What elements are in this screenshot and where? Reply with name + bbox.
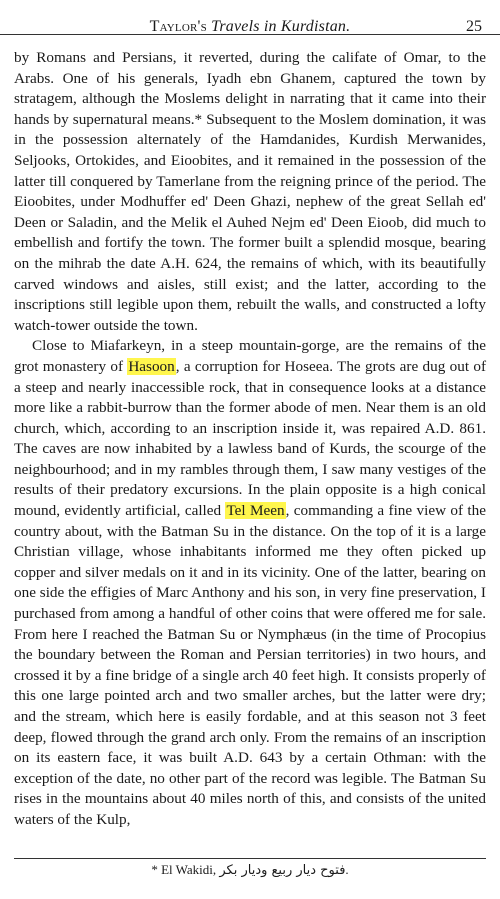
paragraph (14, 336, 486, 830)
footnote (0, 862, 500, 878)
footnote-end: . (345, 862, 349, 877)
running-head-title: Travels in Kurdistan. (211, 18, 351, 35)
running-head-author: Taylor's (149, 18, 207, 35)
footnote-marker: * El Wakidi, (151, 862, 217, 877)
paragraph (14, 48, 486, 336)
page-number: 25 (466, 18, 482, 35)
text-run: , commanding a fine view of the country about, with the Batman Su in the distance. On the top of it is a large Christian village, whose inhabitants informed me they often picked up copper and silver medals on it and in its vicinity. One of the latter, bearing on one side the effigies of Marc Anthony and his son, in very fine preservation, I purchased from among a handful of other coins that were offered me for sale. From here I reached the Batman Su or Nymphæus (in the time of Procopius the boundary between the Roman and Persian territories) in two hours, and crossed it by a fine bridge of a single arch 40 feet high. It consists properly of this one large pointed arch and two smaller arches, but the latter were dry; and the stream, which here is easily fordable, and at this season not 3 feet deep, flowed through the grand arch only. From the remains of an inscription on its eastern face, it was built A.D. 643 by a certain Othman: with the exception of the date, no other part of the record was legible. The Batman Su rises in the mountains about 40 miles north of this, and consists of the united waters of the Kulp, (14, 502, 486, 828)
body-text (14, 48, 486, 831)
header-rule (0, 34, 500, 35)
text-run: , a corruption for Hoseea. The grots are dug out of a steep and nearly inaccessible rock, that in consequence looks at a distance more like a rabbit-burrow than the former abode of men. Near them is an old church, which, according to an inscription inside it, was repaired A.D. 861. The caves are now inhabited by a lawless band of Kurds, the scourge of the neighbourhood; and in my rambles through them, I saw many vestiges of the results of their predatory excursions. In the plain opposite is a high conical mound, evidently artificial, called (14, 357, 487, 520)
text-run: by Romans and Persians, it reverted, during the califate of Omar, to the Arabs. One of his generals, Iyadh ebn Ghanem, captured the town by stratagem, although the Moslems delight in narrating that it came into their hands by supernatural means.* Subsequent to the Moslem domination, it was in the possession alternately of the Hamdanides, Kurdish Merwanides, Seljooks, Ortokides, and Eioobites, and it remained in the possession of the latter till conquered by Tamerlane from the reigning prince of the period. The Eioobites, under Modhuffer ed' Deen Ghazi, nephew of the great Sellah ed' Deen or Saladin, and the Melik el Auhed Nejm ed' Deen Eioob, did much to embellish and fortify the town. The former built a splendid mosque, bearing on the mihrab the date A.H. 624, the remains of which, with its beautifully carved windows and aisles, still exist; and the latter, according to the inscriptions still legible upon them, rebuilt the walls, and constructed a lofty watch-tower outside the town. (14, 49, 486, 334)
footnote-rule (14, 858, 486, 859)
highlighted-term: Hasoon (128, 357, 175, 375)
footnote-arabic-title: فتوح ديار ربيع وديار بكر (219, 863, 346, 878)
highlighted-term: Tel Meen (226, 502, 285, 520)
text-run: Close to Miafarkeyn, in a steep mountain-gorge, are the remains of the grot monastery of (14, 337, 486, 375)
